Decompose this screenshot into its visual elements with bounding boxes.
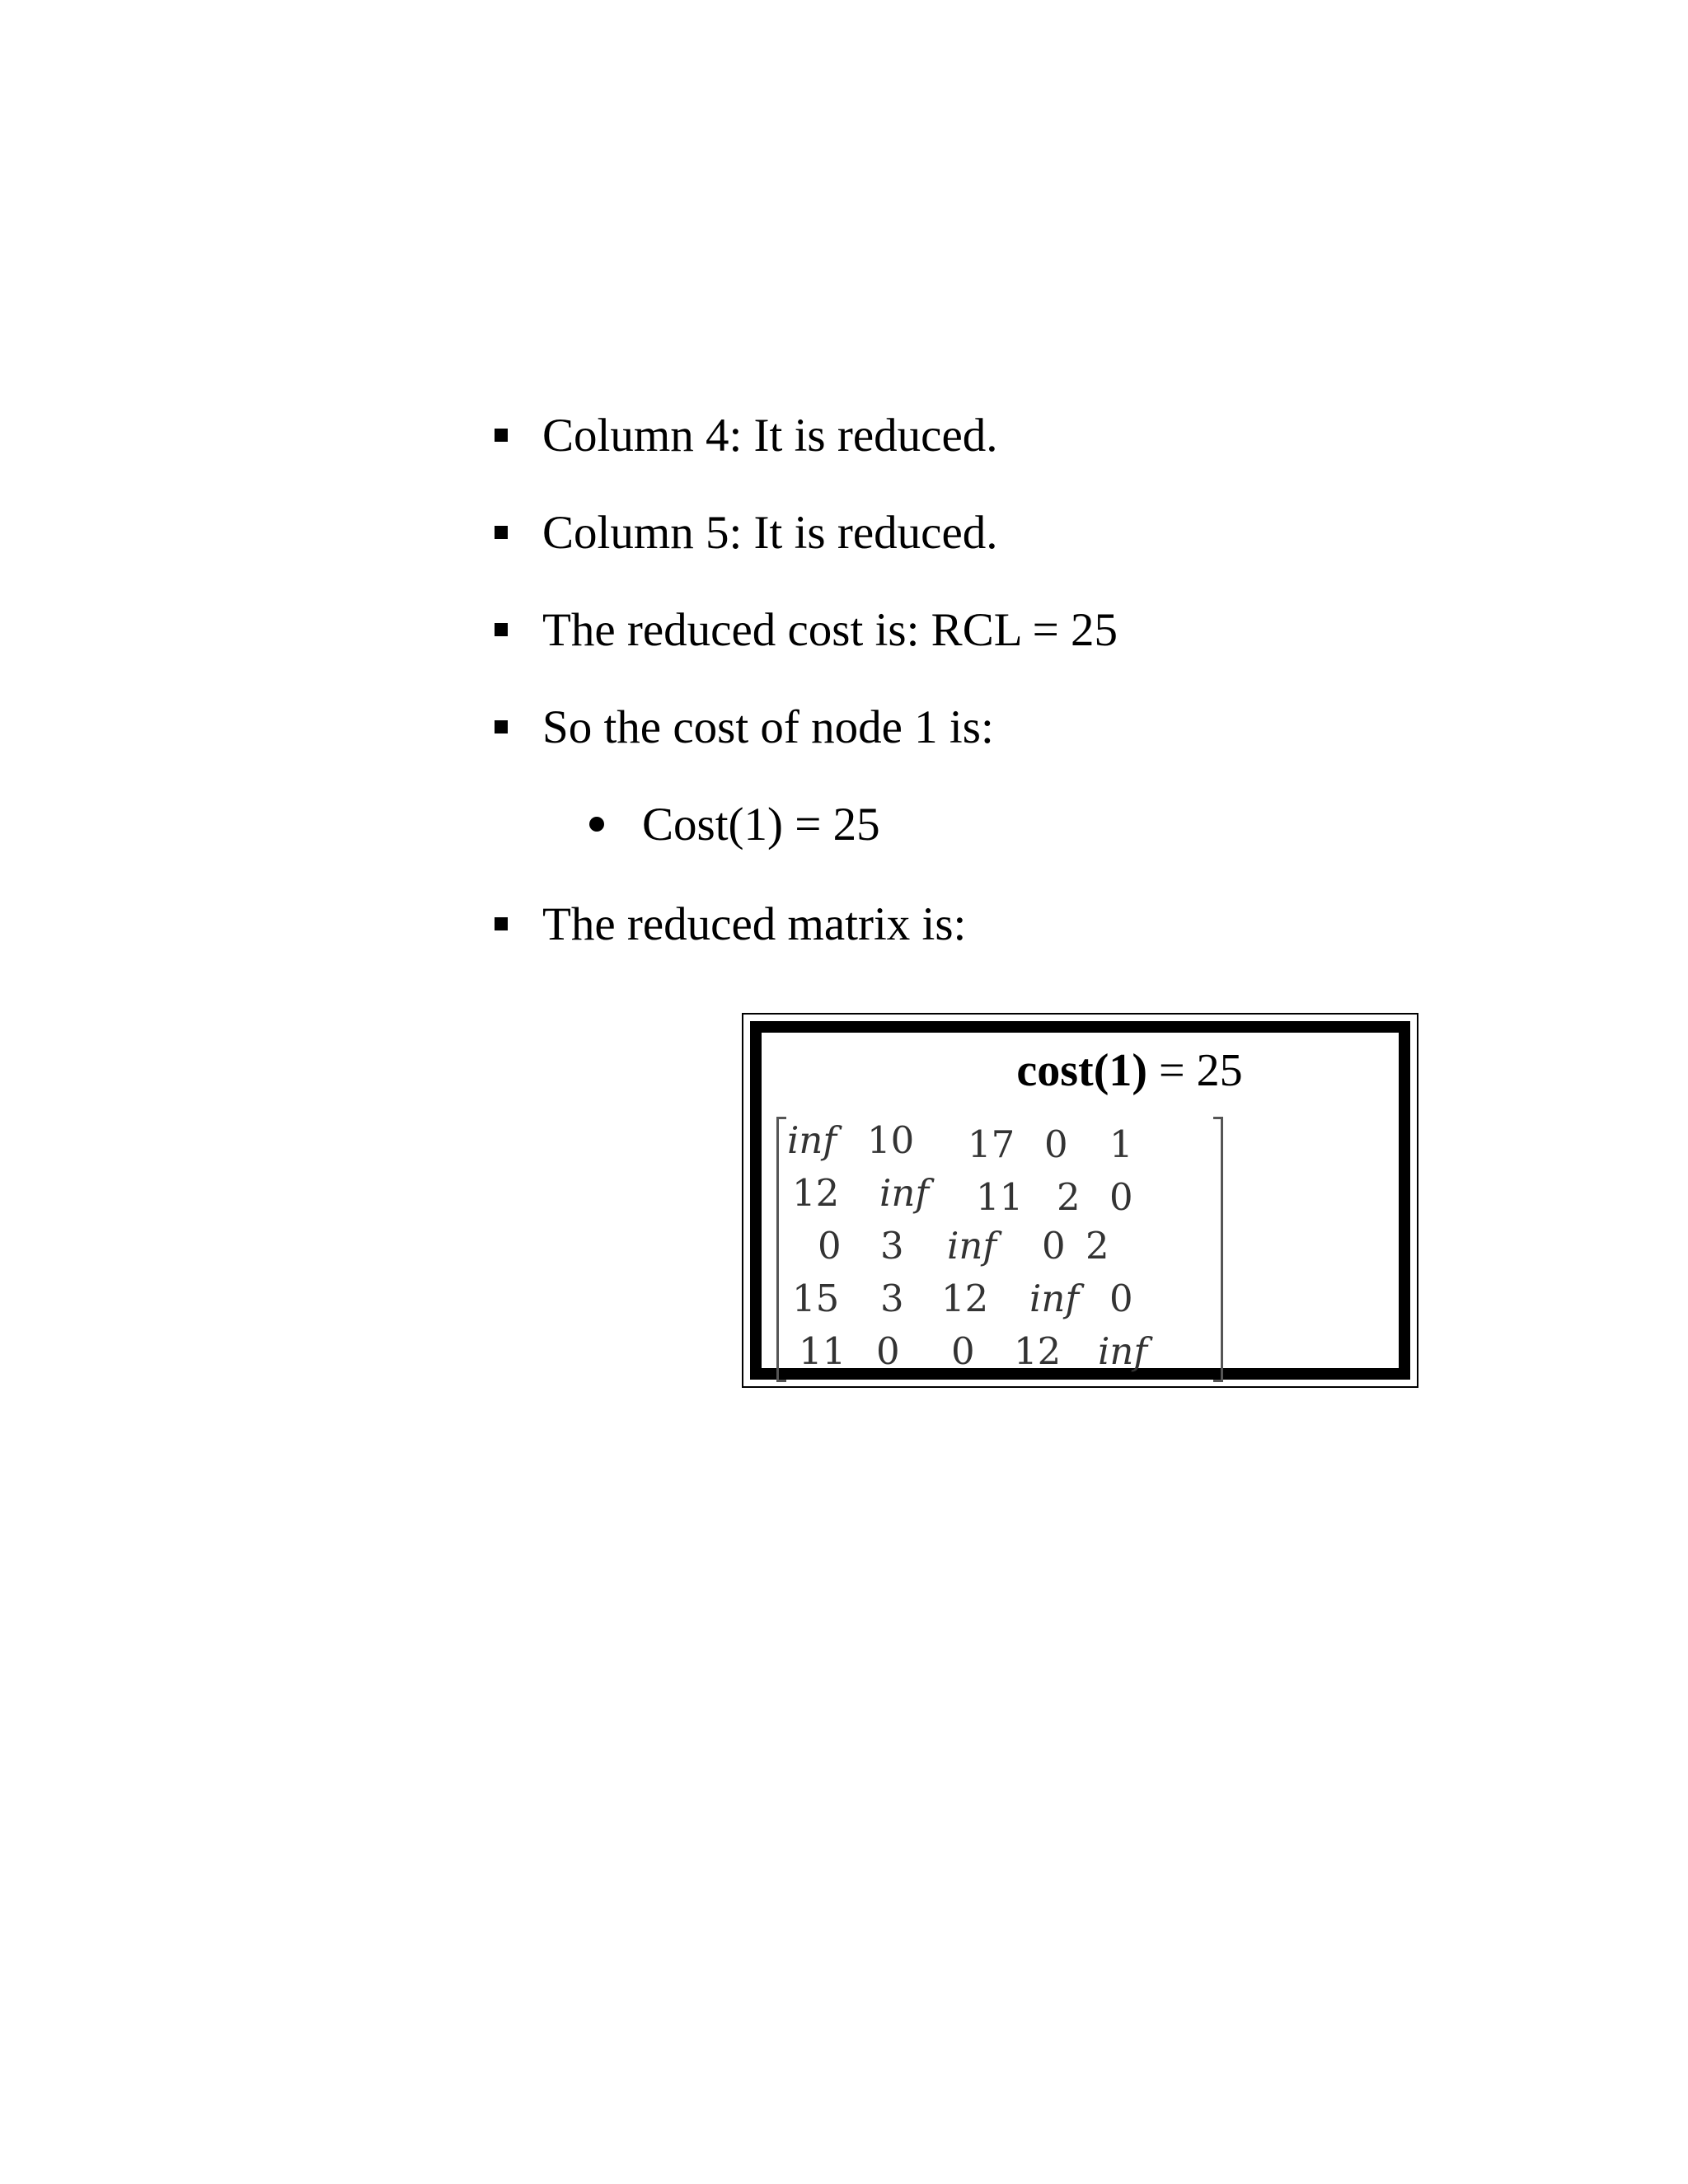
bullet-text: The reduced cost is: RCL = 25 — [542, 603, 1118, 656]
bullet-text: Column 4: It is reduced. — [542, 409, 998, 462]
square-bullet-icon — [495, 917, 508, 930]
bullet-reduced-matrix — [495, 891, 966, 957]
matrix-cell: 11 — [799, 1329, 846, 1373]
matrix-cell: 0 — [1042, 1224, 1066, 1268]
matrix-cell: inf — [879, 1171, 930, 1215]
matrix-caption — [762, 1047, 1399, 1094]
matrix-cell: 0 — [876, 1329, 900, 1373]
bullet-node-cost — [495, 694, 994, 760]
matrix-frame — [750, 1021, 1410, 1380]
square-bullet-icon — [495, 429, 508, 442]
bullet-reduced-cost — [495, 597, 1118, 663]
bullet-text: So the cost of node 1 is: — [542, 701, 994, 753]
matrix-cell: 10 — [867, 1118, 915, 1162]
left-bracket — [776, 1117, 786, 1382]
matrix-cell: 15 — [792, 1277, 840, 1320]
matrix-cell: 12 — [792, 1171, 840, 1215]
matrix-cell: 12 — [1014, 1329, 1062, 1373]
bullet-text: The reduced matrix is: — [542, 898, 967, 950]
bullet-column-5 — [495, 499, 998, 565]
sub-bullet-cost — [589, 791, 880, 857]
matrix-cell: inf — [1098, 1329, 1148, 1373]
sub-bullet-text: Cost(1) = 25 — [642, 798, 880, 851]
square-bullet-icon — [495, 623, 508, 636]
matrix-cell: inf — [787, 1118, 837, 1162]
square-bullet-icon — [495, 526, 508, 539]
dot-bullet-icon — [589, 817, 604, 832]
matrix-caption-bold: cost(1) — [1016, 1045, 1147, 1096]
matrix-cell: 0 — [951, 1329, 975, 1373]
matrix-cell: 3 — [880, 1277, 904, 1320]
matrix-cell: inf — [1029, 1277, 1080, 1320]
matrix-cell: 1 — [1109, 1122, 1133, 1166]
matrix-cell: 0 — [1109, 1175, 1133, 1219]
matrix-caption-rest: = 25 — [1147, 1045, 1243, 1096]
matrix-cell: 0 — [818, 1224, 842, 1268]
matrix-cell: 2 — [1057, 1175, 1081, 1219]
matrix-cell: 3 — [880, 1224, 904, 1268]
bullet-column-4 — [495, 402, 998, 468]
square-bullet-icon — [495, 720, 508, 733]
matrix-cell: 17 — [968, 1122, 1015, 1166]
matrix-cell: inf — [947, 1224, 997, 1268]
matrix-cell: 0 — [1044, 1122, 1068, 1166]
right-bracket — [1213, 1117, 1223, 1382]
matrix-cell: 2 — [1085, 1224, 1109, 1268]
matrix-cell: 12 — [941, 1277, 989, 1320]
matrix-cell: 0 — [1109, 1277, 1133, 1320]
matrix-cell: 11 — [976, 1175, 1024, 1219]
bullet-text: Column 5: It is reduced. — [542, 506, 998, 559]
matrix-figure — [742, 1013, 1418, 1388]
